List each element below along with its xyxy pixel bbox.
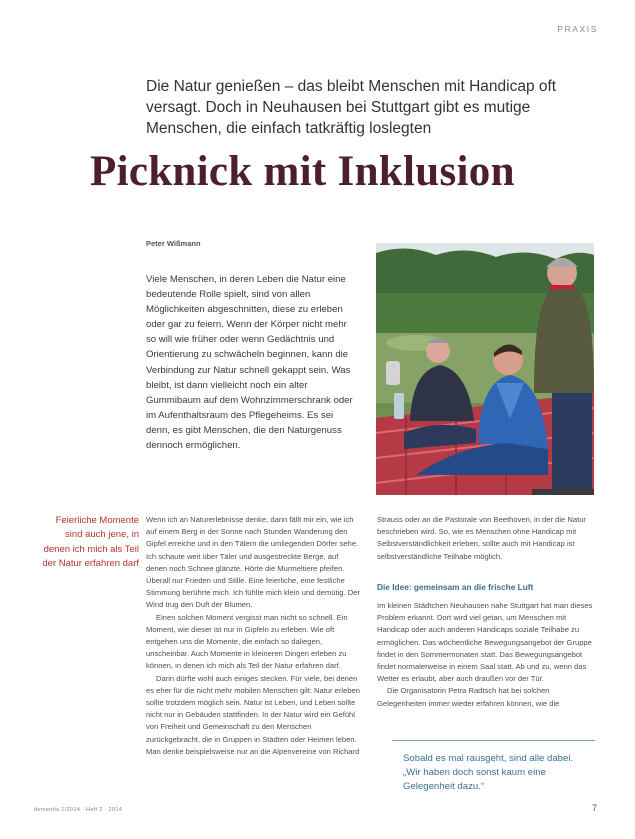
column2-paragraph-2: Die Organisatorin Petra Radtsch hat bei solchen Gelegenheiten immer wieder erfahren können, wie die — [377, 686, 560, 708]
column1-paragraph-3: Darin dürfte wohl auch einiges stecken. Für viele, bei denen es eher für die nicht mehr mobilen Menschen gilt: Natur erleben sollte trotzdem möglich sein. Natur ist Leben, und Leben sollte nicht nur in Gebäuden stattfinden. In der Natur wird ein Gefühl von Freiheit und Gemeinschaft zu den Menschen zurückgebracht, die in Gruppen in Städten oder Heimen leben. Man denke beispielsweise nur an die Alpenvereine von Richard — [146, 673, 361, 756]
page-number: 7 — [591, 803, 597, 813]
pull-quote-left: Feierliche Momente sind auch jene, in denen ich mich als Teil der Natur erfahren darf — [42, 515, 139, 569]
section-label: PRAXIS — [557, 24, 598, 34]
body-column-2-top — [377, 514, 595, 563]
column1-paragraph-2: Einen solchen Moment vergisst man nicht so schnell. Ein Moment, wie dieser ist nur in Gipfeln zu erleben. Wie oft entgehen uns die Momente, die einfach so daliegen, unscheinbar. Auch Momente in kleineren Dingen erleben zu können, in denen ich mich als Teil der Natur erfahren darf. — [146, 612, 348, 671]
body-column-1 — [146, 514, 361, 758]
body-column-2-bottom — [377, 600, 595, 710]
section-subheading: Die Idee: gemeinsam an die frische Luft — [377, 582, 534, 592]
pull-quote-right: Sobald es mal rausgeht, sind alle dabei. „Wir haben doch sonst kaum eine Gelegenheit dazu.“ — [403, 753, 574, 793]
author-name: Peter Wißmann — [146, 239, 201, 248]
pull-quote-divider — [392, 740, 595, 741]
picnic-photo-illustration — [376, 243, 594, 495]
column1-paragraph-1: Wenn ich an Naturerlebnisse denke, dann fällt mir ein, wie ich auf einem Berg in der Sonne nach Stunden Wanderung den Gipfel erreiche und in den Tälern die umliegenden Dörfer sehe. Ich schaute weit über Täler und ausgestreckte Berge, auf denen noch Schnee glänzte. Hörte die Murmeltiere pfeifen. Überall nur Frieden und Stille. Eine feierliche, eine festliche Stimmung berührte mich. Ich fühlte mich klein und demütig. Der Wind trug den Duft der Blumen. — [146, 515, 360, 610]
picnic-photo — [376, 243, 594, 495]
lead-paragraph: Viele Menschen, in deren Leben die Natur eine bedeutende Rolle spielt, sind von allen Möglichkeiten abgeschnitten, diese zu erleben oder gar zu feiern. Wenn der Körper nicht mehr so will wie früher oder wenn Gedächtnis und Orientierung zu schwächeln beginnen, kann die Verbindung zur Natur schnell gekappt sein. Was bleibt, ist dann vielleicht noch ein alter Gummibaum auf dem Wohnzimmerschrank oder im Aufenthaltsraum des Pflegeheims. Es sei denn, es gibt Menschen, die den Naturgenuss dennoch ermöglichen. — [146, 274, 353, 452]
intro-text: Die Natur genießen – das bleibt Menschen mit Handicap oft versagt. Doch in Neuhausen bei Stuttgart gibt es mutige Menschen, die einfach tatkräftig loslegten — [146, 78, 557, 137]
column2-paragraph-1: Im kleinen Städtchen Neuhausen nahe Stuttgart hat man dieses Problem erkannt. Dort wird viel getan, um Menschen mit Handicap oder auch anderen Handicaps soziale Teilhabe zu ermöglichen. Das wöchentliche Bewegungsangebot der Gruppe findet in den Sommermonaten statt. Das Bewegungsangebot findet normalerweise in einem Saal statt. Ab und zu, wenn das Wetter es erlaubt, aber auch draußen vor der Tür. — [377, 601, 593, 684]
footer-citation: dementia 1/2014 · Heft 2 · 2014 — [34, 807, 123, 813]
column2-top-paragraph: Strauss oder an die Pastorale von Beethoven, in der die Natur beschrieben wird. So, wie es Menschen ohne Handicap mit Selbstverständlichkeit erleben, sollte auch mit Handicap ist selbstverständliche Teilhabe möglich. — [377, 515, 586, 561]
article-title: Picknick mit Inklusion — [90, 148, 515, 195]
